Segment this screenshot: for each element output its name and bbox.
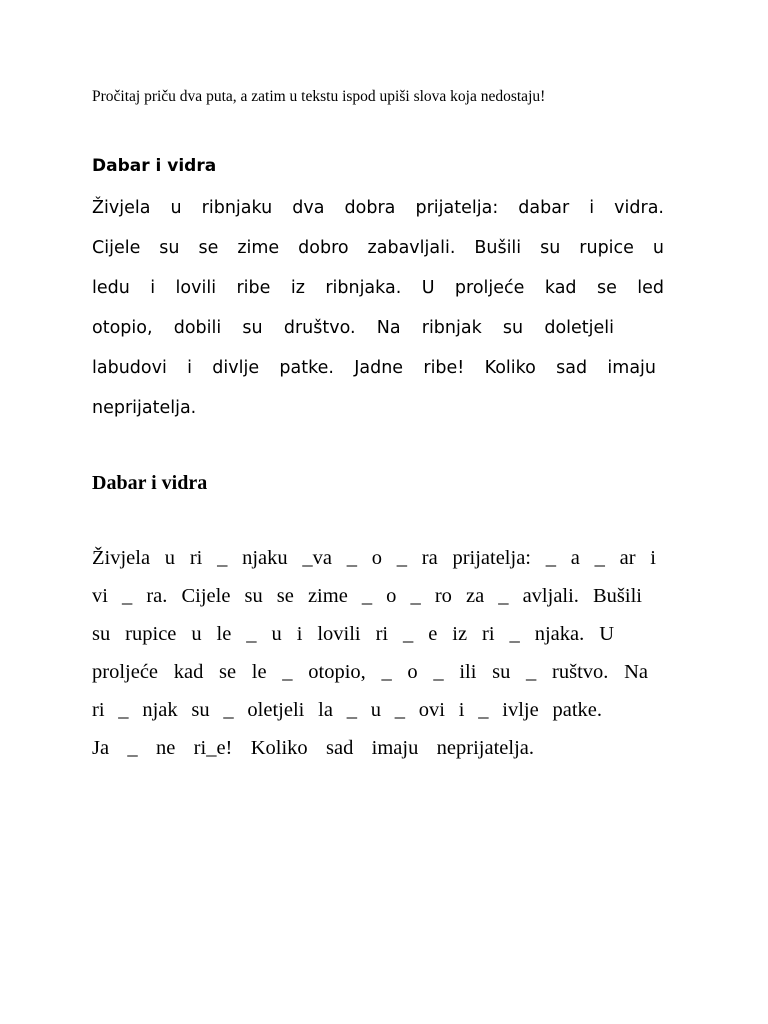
story-line: Živjela u ribnjaku dva dobra prijatelja: dabar i vidra. [92, 198, 664, 218]
story-line: labudovi i divlje patke. Jadne ribe! Koliko sad imaju [92, 358, 656, 378]
exercise-line: proljeće kad se le _ otopio, _ o _ ili su _ ruštvo. Na [92, 661, 648, 683]
exercise-line: su rupice u le _ u i lovili ri _ e iz ri _ njaka. U [92, 623, 614, 645]
story-line: Cijele su se zime dobro zabavljali. Bušili su rupice u [92, 238, 664, 258]
story-line: ledu i lovili ribe iz ribnjaka. U proljeće kad se led [92, 278, 664, 298]
exercise-line: ri _ njak su _ oletjeli la _ u _ ovi i _ ivlje patke. [92, 699, 602, 721]
story-line: neprijatelja. [92, 398, 197, 418]
story-title: Dabar i vidra [92, 156, 217, 176]
exercise-line: Živjela u ri _ njaku _va _ o _ ra prijatelja: _ a _ ar i [92, 547, 656, 569]
exercise-title: Dabar i vidra [92, 472, 208, 494]
exercise-line: vi _ ra. Cijele su se zime _ o _ ro za _ avljali. Bušili [92, 585, 642, 607]
exercise-line: Ja _ ne ri_e! Koliko sad imaju neprijatelja. [92, 737, 534, 759]
instruction-text: Pročitaj priču dva puta, a zatim u tekstu ispod upiši slova koja nedostaju! [92, 88, 546, 105]
story-line: otopio, dobili su društvo. Na ribnjak su doletjeli [92, 318, 614, 338]
